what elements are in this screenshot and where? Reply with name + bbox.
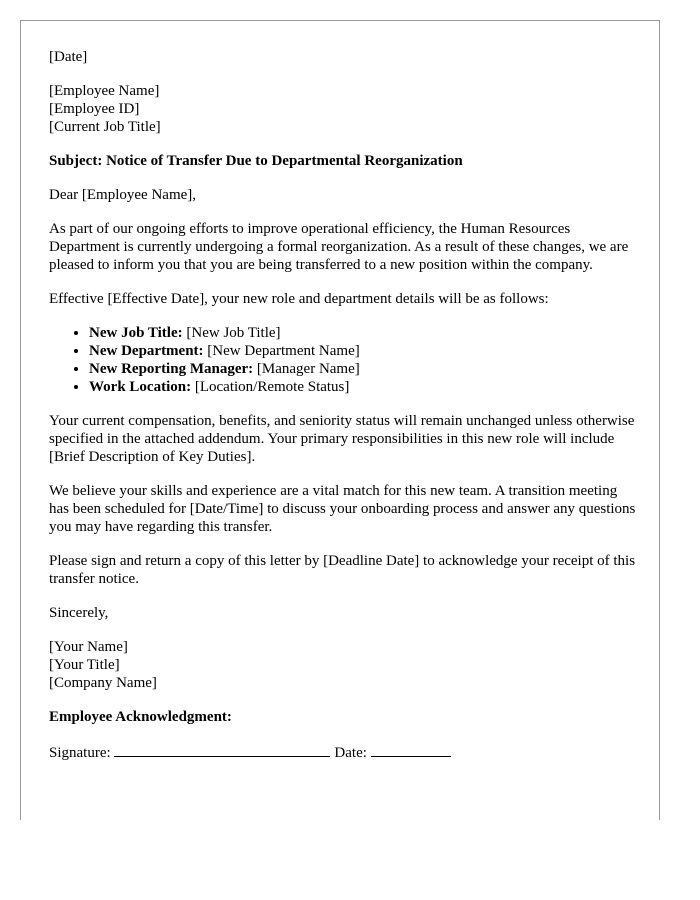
detail-label: New Reporting Manager:	[89, 361, 254, 377]
closing: Sincerely,	[49, 605, 109, 621]
signature-row	[49, 742, 639, 762]
detail-value: [New Department Name]	[203, 343, 360, 359]
date-label: Date:	[334, 745, 371, 761]
recipient-id: [Employee ID]	[49, 101, 140, 117]
detail-item-manager	[89, 360, 639, 378]
paragraph-compensation: Your current compensation, benefits, and seniority status will remain unchanged unless otherwise specified in the attached addendum. Your primary responsibilities in this new role will include [Brief Description of Key Duties].	[49, 413, 635, 465]
paragraph-intro: As part of our ongoing efforts to improve operational efficiency, the Human Resources Department is currently undergoing a formal reorganization. As a result of these changes, we are pleased to inform you that you are being transferred to a new position within the company.	[49, 221, 629, 273]
sender-title: [Your Title]	[49, 657, 120, 673]
letter-date: [Date]	[49, 49, 88, 65]
detail-value: [New Job Title]	[182, 325, 281, 341]
sender-name: [Your Name]	[49, 639, 128, 655]
recipient-name: [Employee Name]	[49, 83, 160, 99]
signature-label: Signature:	[49, 745, 115, 761]
detail-value: [Manager Name]	[253, 361, 360, 377]
letter-content	[49, 48, 639, 778]
acknowledgment-heading: Employee Acknowledgment:	[49, 709, 232, 725]
detail-item-job-title	[89, 324, 639, 342]
details-list	[49, 324, 639, 396]
detail-label: New Job Title:	[89, 325, 183, 341]
sender-block	[49, 638, 639, 692]
date-line[interactable]	[371, 742, 451, 757]
detail-item-department	[89, 342, 639, 360]
paragraph-sign-return: Please sign and return a copy of this letter by [Deadline Date] to acknowledge your receipt of this transfer notice.	[49, 553, 636, 587]
detail-label: Work Location:	[89, 379, 192, 395]
recipient-block	[49, 82, 639, 136]
salutation: Dear [Employee Name],	[49, 187, 197, 203]
paragraph-transition: We believe your skills and experience are a vital match for this new team. A transition meeting has been scheduled for [Date/Time] to discuss your onboarding process and answer any questions you may have regarding this transfer.	[49, 483, 636, 535]
letter-subject: Subject: Notice of Transfer Due to Departmental Reorganization	[49, 153, 463, 169]
recipient-title: [Current Job Title]	[49, 119, 161, 135]
detail-item-location	[89, 378, 639, 396]
sender-company: [Company Name]	[49, 675, 157, 691]
paragraph-effective: Effective [Effective Date], your new role and department details will be as follows:	[49, 291, 549, 307]
signature-line[interactable]	[114, 742, 330, 757]
detail-label: New Department:	[89, 343, 204, 359]
detail-value: [Location/Remote Status]	[191, 379, 350, 395]
